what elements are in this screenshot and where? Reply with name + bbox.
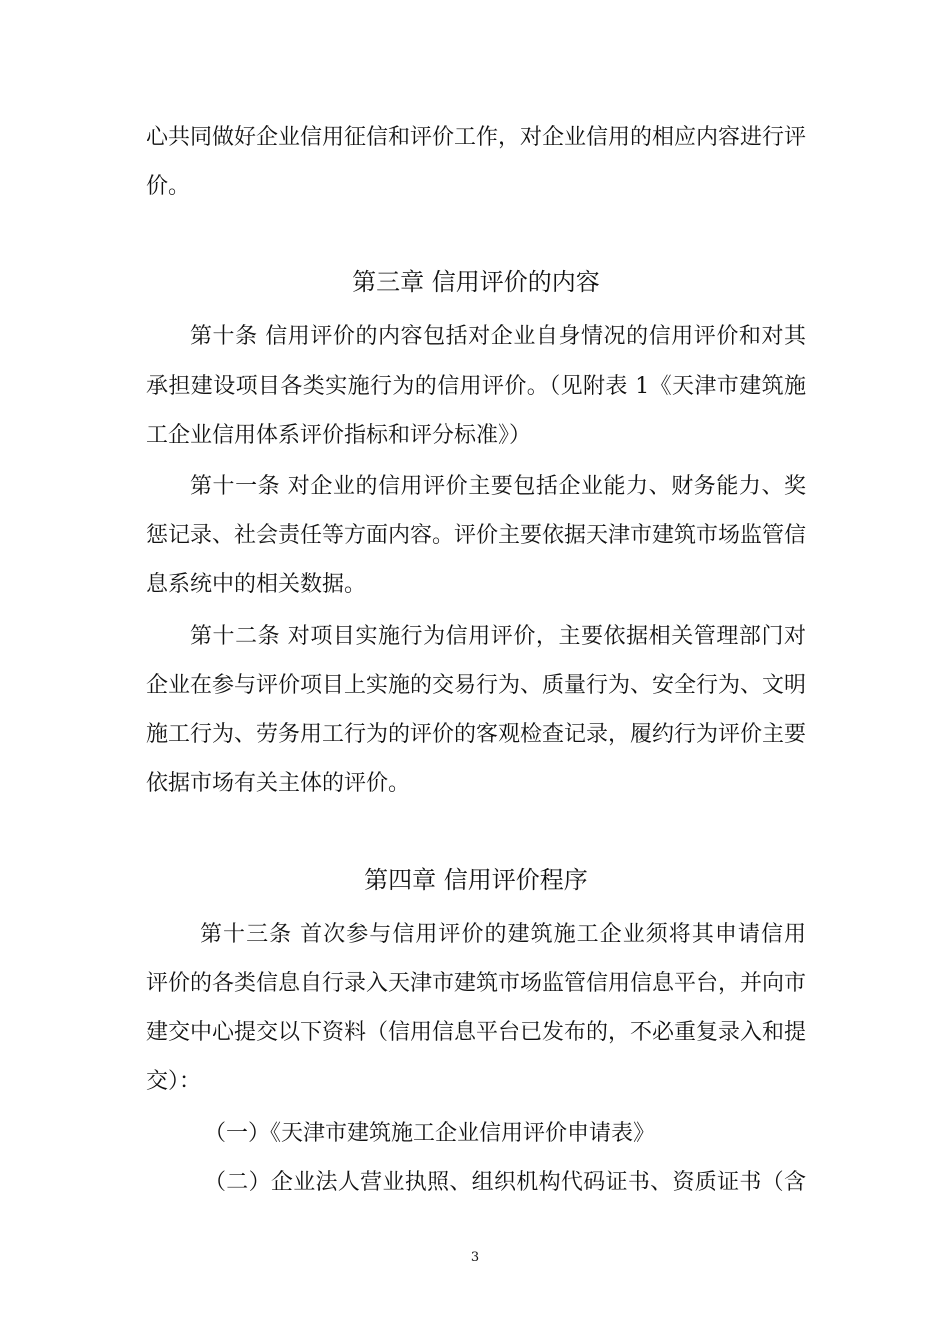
text-line: 第十三条 首次参与信用评价的建筑施工企业须将其申请信用 bbox=[200, 922, 806, 947]
text-line: 价。 bbox=[146, 174, 191, 199]
text-line: 建交中心提交以下资料（信用信息平台已发布的，不必重复录入和提 bbox=[146, 1020, 807, 1045]
text-line: 承担建设项目各类实施行为的信用评价。（见附表 1《天津市建筑施 bbox=[146, 374, 806, 399]
text-line: 心共同做好企业信用征信和评价工作，对企业信用的相应内容进行评 bbox=[146, 125, 807, 150]
text-line: 工企业信用体系评价指标和评分标准》） bbox=[146, 423, 532, 448]
page-number: 3 bbox=[470, 1250, 480, 1265]
text-line: 评价的各类信息自行录入天津市建筑市场监管信用信息平台，并向市 bbox=[146, 971, 807, 996]
text-line: 第十二条 对项目实施行为信用评价，主要依据相关管理部门对 bbox=[190, 624, 806, 649]
text-line: 企业在参与评价项目上实施的交易行为、质量行为、安全行为、文明 bbox=[146, 673, 807, 698]
text-line: 息系统中的相关数据。 bbox=[146, 572, 367, 597]
text-line: 第十条 信用评价的内容包括对企业自身情况的信用评价和对其 bbox=[190, 324, 806, 349]
text-line: 第十一条 对企业的信用评价主要包括企业能力、财务能力、奖 bbox=[190, 474, 806, 499]
chapter-heading: 第三章 信用评价的内容 bbox=[352, 268, 600, 296]
chapter-heading: 第四章 信用评价程序 bbox=[364, 866, 588, 894]
text-line: 交）： bbox=[146, 1069, 202, 1094]
text-line: 惩记录、社会责任等方面内容。评价主要依据天津市建筑市场监管信 bbox=[146, 523, 807, 548]
list-item: （二）企业法人营业执照、组织机构代码证书、资质证书（含 bbox=[204, 1170, 806, 1195]
text-line: 依据市场有关主体的评价。 bbox=[146, 771, 411, 796]
list-item: （一）《天津市建筑施工企业信用评价申请表》 bbox=[204, 1121, 656, 1146]
text-line: 施工行为、劳务用工行为的评价的客观检查记录，履约行为评价主要 bbox=[146, 722, 807, 747]
